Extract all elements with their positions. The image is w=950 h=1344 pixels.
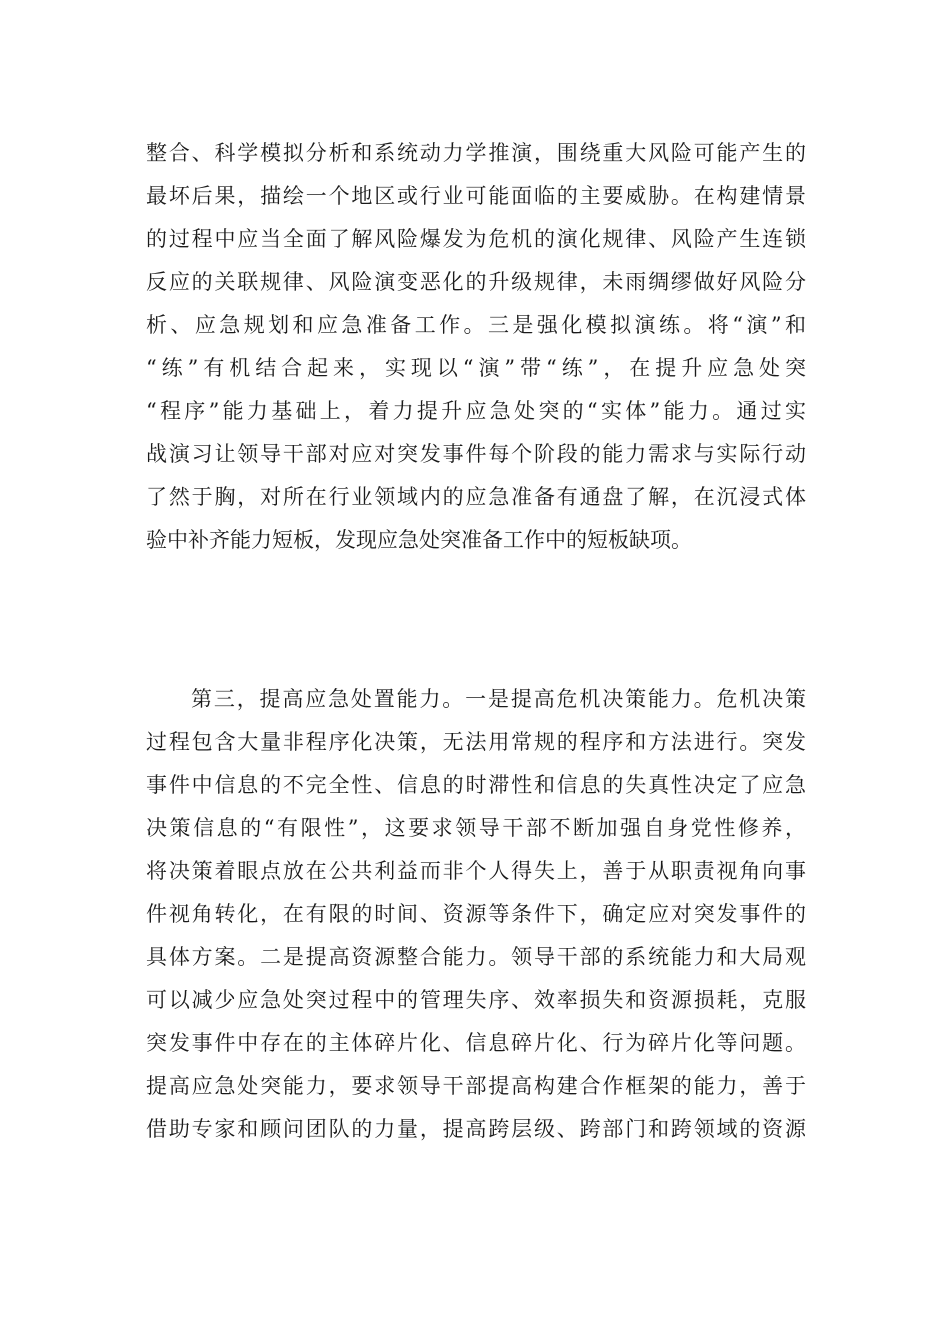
paragraph-1-line-2: 最坏后果，描绘一个地区或行业可能面临的主要威胁。在构建情景 [146, 184, 806, 208]
paragraph-2-line-11: 借助专家和顾问团队的力量，提高跨层级、跨部门和跨领域的资源 [146, 1117, 806, 1141]
paragraph-1-line-8: 战演习让领导干部对应对突发事件每个阶段的能力需求与实际行动 [146, 442, 806, 466]
paragraph-2-line-2: 过程包含大量非程序化决策，无法用常规的程序和方法进行。突发 [146, 730, 806, 754]
paragraph-1-line-4: 反应的关联规律、风险演变恶化的升级规律，未雨绸缪做好风险分 [146, 270, 806, 294]
paragraph-1-line-6: “练”有机结合起来，实现以“演”带“练”，在提升应急处突 [146, 356, 806, 380]
paragraph-1-line-10: 验中补齐能力短板，发现应急处突准备工作中的短板缺项。 [146, 528, 692, 552]
paragraph-2-line-4: 决策信息的“有限性”，这要求领导干部不断加强自身党性修养， [146, 816, 806, 840]
paragraph-2-line-6: 件视角转化，在有限的时间、资源等条件下，确定应对突发事件的 [146, 902, 806, 926]
paragraph-1-line-5: 析、应急规划和应急准备工作。三是强化模拟演练。将“演”和 [146, 313, 806, 337]
paragraph-1-line-3: 的过程中应当全面了解风险爆发为危机的演化规律、风险产生连锁 [146, 227, 806, 251]
paragraph-2-line-7: 具体方案。二是提高资源整合能力。领导干部的系统能力和大局观 [146, 945, 806, 969]
paragraph-2-line-9: 突发事件中存在的主体碎片化、信息碎片化、行为碎片化等问题。 [146, 1031, 806, 1055]
paragraph-1-line-7: “程序”能力基础上，着力提升应急处突的“实体”能力。通过实 [146, 399, 806, 423]
paragraph-1-line-9: 了然于胸，对所在行业领域内的应急准备有通盘了解，在沉浸式体 [146, 485, 806, 509]
paragraph-2-line-3: 事件中信息的不完全性、信息的时滞性和信息的失真性决定了应急 [146, 773, 806, 797]
paragraph-2-line-10: 提高应急处突能力，要求领导干部提高构建合作框架的能力，善于 [146, 1074, 806, 1098]
paragraph-1-line-1: 整合、科学模拟分析和系统动力学推演，围绕重大风险可能产生的 [146, 141, 806, 165]
paragraph-2-line-1: 第三，提高应急处置能力。一是提高危机决策能力。危机决策 [191, 687, 806, 711]
paragraph-2-line-5: 将决策着眼点放在公共利益而非个人得失上，善于从职责视角向事 [146, 859, 806, 883]
paragraph-2-line-8: 可以减少应急处突过程中的管理失序、效率损失和资源损耗，克服 [146, 988, 806, 1012]
